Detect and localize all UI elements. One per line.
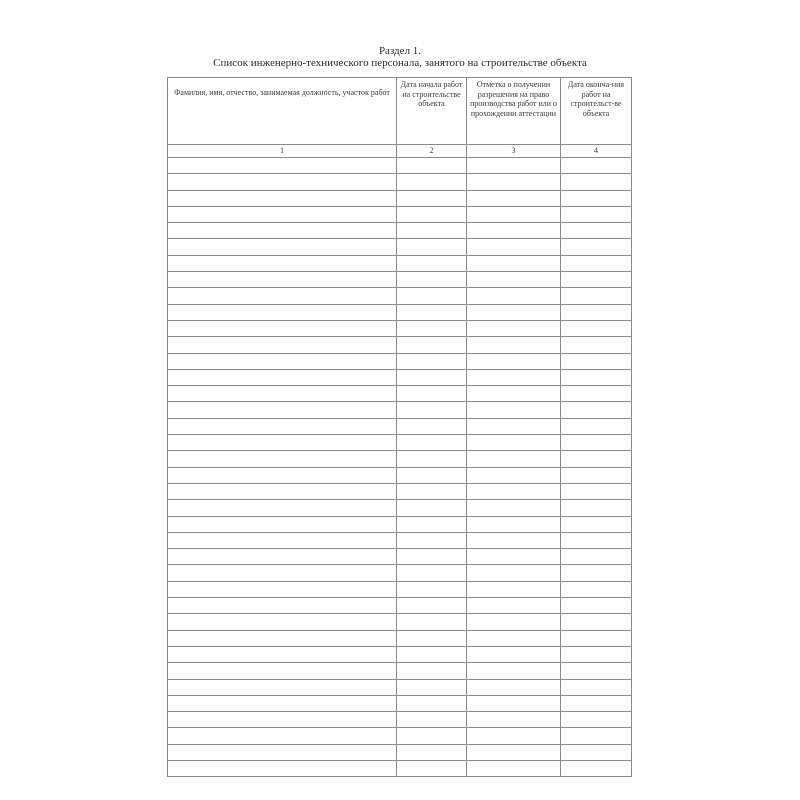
- table-cell: [561, 467, 632, 483]
- table-row: [168, 728, 632, 744]
- table-cell: [397, 565, 467, 581]
- table-row: [168, 337, 632, 353]
- table-cell: [168, 369, 397, 385]
- table-cell: [168, 190, 397, 206]
- table-cell: [397, 712, 467, 728]
- table-cell: [467, 760, 561, 776]
- personnel-table-container: [167, 77, 632, 777]
- table-row: [168, 353, 632, 369]
- table-cell: [467, 646, 561, 662]
- table-cell: [561, 320, 632, 336]
- table-cell: [467, 206, 561, 222]
- table-cell: [467, 500, 561, 516]
- table-cell: [397, 206, 467, 222]
- column-header-permit-mark: [467, 78, 561, 145]
- table-cell: [168, 402, 397, 418]
- table-cell: [168, 581, 397, 597]
- table-cell: [168, 435, 397, 451]
- table-row: [168, 712, 632, 728]
- table-cell: [561, 451, 632, 467]
- table-cell: [467, 679, 561, 695]
- table-cell: [397, 728, 467, 744]
- table-cell: [397, 369, 467, 385]
- table-row: [168, 288, 632, 304]
- table-cell: [397, 549, 467, 565]
- table-cell: [467, 483, 561, 499]
- table-cell: [397, 646, 467, 662]
- table-cell: [397, 630, 467, 646]
- table-row: [168, 467, 632, 483]
- table-cell: [467, 598, 561, 614]
- column-header-name-label: Фамилия, имя, отчество, занимаемая должность, участок работ: [174, 88, 390, 97]
- table-row: [168, 255, 632, 271]
- table-cell: [168, 679, 397, 695]
- table-cell: [561, 630, 632, 646]
- table-row: [168, 565, 632, 581]
- table-cell: [168, 483, 397, 499]
- table-cell: [168, 223, 397, 239]
- table-cell: [397, 353, 467, 369]
- table-cell: [168, 239, 397, 255]
- table-row: [168, 532, 632, 548]
- table-cell: [397, 320, 467, 336]
- table-cell: [397, 288, 467, 304]
- table-cell: [467, 174, 561, 190]
- table-cell: [397, 679, 467, 695]
- table-cell: [467, 255, 561, 271]
- table-cell: [467, 369, 561, 385]
- table-cell: [397, 402, 467, 418]
- table-row: [168, 223, 632, 239]
- column-number-4: 4: [561, 145, 632, 158]
- table-cell: [397, 386, 467, 402]
- table-cell: [168, 663, 397, 679]
- table-cell: [397, 239, 467, 255]
- table-row: [168, 695, 632, 711]
- table-cell: [168, 728, 397, 744]
- table-cell: [397, 304, 467, 320]
- table-row: [168, 190, 632, 206]
- table-cell: [397, 532, 467, 548]
- table-cell: [561, 695, 632, 711]
- table-cell: [397, 190, 467, 206]
- column-header-end-date-label: Дата оконча-ния работ на строительст-ве объекта: [567, 80, 625, 118]
- table-cell: [397, 760, 467, 776]
- table-cell: [168, 255, 397, 271]
- table-row: [168, 760, 632, 776]
- table-cell: [397, 695, 467, 711]
- table-cell: [168, 451, 397, 467]
- table-cell: [168, 646, 397, 662]
- table-row: [168, 272, 632, 288]
- table-cell: [467, 353, 561, 369]
- table-row: [168, 206, 632, 222]
- table-cell: [467, 320, 561, 336]
- table-cell: [467, 272, 561, 288]
- table-row: [168, 744, 632, 760]
- table-row: [168, 320, 632, 336]
- table-row: [168, 158, 632, 174]
- column-header-name: [168, 78, 397, 145]
- table-row: [168, 549, 632, 565]
- table-cell: [561, 646, 632, 662]
- table-cell: [168, 532, 397, 548]
- table-cell: [467, 402, 561, 418]
- table-cell: [168, 712, 397, 728]
- table-cell: [467, 337, 561, 353]
- table-cell: [561, 337, 632, 353]
- table-cell: [561, 483, 632, 499]
- table-cell: [561, 206, 632, 222]
- table-cell: [397, 581, 467, 597]
- table-cell: [467, 744, 561, 760]
- table-cell: [561, 500, 632, 516]
- table-cell: [561, 549, 632, 565]
- table-cell: [467, 565, 561, 581]
- table-row: [168, 614, 632, 630]
- table-cell: [467, 532, 561, 548]
- table-cell: [561, 304, 632, 320]
- table-cell: [467, 712, 561, 728]
- table-cell: [168, 744, 397, 760]
- table-row: [168, 483, 632, 499]
- table-cell: [467, 581, 561, 597]
- table-cell: [397, 500, 467, 516]
- table-header-row: [168, 78, 632, 145]
- table-cell: [467, 728, 561, 744]
- table-cell: [467, 549, 561, 565]
- column-header-start-date-label: Дата начала работ на строительстве объекта: [400, 80, 463, 108]
- table-row: [168, 239, 632, 255]
- table-cell: [397, 337, 467, 353]
- table-cell: [397, 174, 467, 190]
- table-row: [168, 386, 632, 402]
- table-cell: [561, 402, 632, 418]
- table-cell: [397, 451, 467, 467]
- table-cell: [561, 744, 632, 760]
- table-cell: [168, 386, 397, 402]
- table-row: [168, 581, 632, 597]
- table-row: [168, 304, 632, 320]
- table-cell: [467, 695, 561, 711]
- table-cell: [168, 516, 397, 532]
- table-cell: [168, 158, 397, 174]
- table-cell: [168, 598, 397, 614]
- table-row: [168, 598, 632, 614]
- table-cell: [467, 223, 561, 239]
- table-cell: [467, 614, 561, 630]
- table-row: [168, 679, 632, 695]
- table-cell: [561, 272, 632, 288]
- column-header-start-date: [397, 78, 467, 145]
- table-cell: [561, 760, 632, 776]
- column-header-permit-mark-label: Отметка о получении разрешения на право производства работ или о прохождении аттестации: [469, 80, 558, 118]
- table-cell: [561, 532, 632, 548]
- table-cell: [168, 288, 397, 304]
- table-cell: [561, 239, 632, 255]
- table-cell: [397, 467, 467, 483]
- table-row: [168, 402, 632, 418]
- table-cell: [561, 223, 632, 239]
- table-cell: [397, 435, 467, 451]
- table-cell: [168, 614, 397, 630]
- table-cell: [168, 304, 397, 320]
- personnel-table: [167, 77, 632, 777]
- table-row: [168, 516, 632, 532]
- table-cell: [397, 272, 467, 288]
- table-cell: [397, 516, 467, 532]
- table-cell: [397, 223, 467, 239]
- table-cell: [168, 174, 397, 190]
- table-cell: [561, 353, 632, 369]
- table-cell: [168, 630, 397, 646]
- section-subtitle: Список инженерно-технического персонала, занятого на строительстве объекта: [213, 57, 587, 69]
- table-cell: [168, 337, 397, 353]
- table-cell: [168, 353, 397, 369]
- table-cell: [467, 158, 561, 174]
- table-cell: [467, 239, 561, 255]
- table-cell: [467, 451, 561, 467]
- table-cell: [168, 760, 397, 776]
- table-cell: [168, 418, 397, 434]
- column-number-row: [168, 145, 632, 158]
- table-cell: [168, 320, 397, 336]
- table-cell: [397, 614, 467, 630]
- table-cell: [467, 386, 561, 402]
- table-cell: [561, 158, 632, 174]
- table-row: [168, 646, 632, 662]
- table-cell: [467, 288, 561, 304]
- table-cell: [561, 435, 632, 451]
- table-cell: [561, 190, 632, 206]
- table-cell: [168, 565, 397, 581]
- table-cell: [561, 418, 632, 434]
- table-cell: [561, 516, 632, 532]
- table-cell: [467, 190, 561, 206]
- table-row: [168, 435, 632, 451]
- column-number-3: 3: [467, 145, 561, 158]
- table-cell: [397, 158, 467, 174]
- table-cell: [561, 174, 632, 190]
- table-cell: [561, 386, 632, 402]
- table-cell: [561, 581, 632, 597]
- table-cell: [397, 744, 467, 760]
- column-number-1: 1: [168, 145, 397, 158]
- table-cell: [561, 598, 632, 614]
- table-cell: [168, 549, 397, 565]
- table-row: [168, 369, 632, 385]
- table-cell: [561, 369, 632, 385]
- table-row: [168, 630, 632, 646]
- table-cell: [561, 728, 632, 744]
- table-cell: [168, 500, 397, 516]
- table-row: [168, 500, 632, 516]
- table-cell: [561, 663, 632, 679]
- table-cell: [168, 695, 397, 711]
- table-cell: [397, 418, 467, 434]
- table-row: [168, 174, 632, 190]
- table-cell: [467, 630, 561, 646]
- table-row: [168, 418, 632, 434]
- table-body: [168, 158, 632, 777]
- table-cell: [467, 516, 561, 532]
- column-header-end-date: [561, 78, 632, 145]
- section-title: Раздел 1.: [378, 45, 422, 57]
- table-cell: [561, 288, 632, 304]
- table-cell: [168, 467, 397, 483]
- table-row: [168, 451, 632, 467]
- table-cell: [561, 255, 632, 271]
- table-cell: [467, 467, 561, 483]
- table-row: [168, 663, 632, 679]
- table-cell: [397, 663, 467, 679]
- table-cell: [467, 304, 561, 320]
- table-cell: [561, 679, 632, 695]
- table-cell: [467, 435, 561, 451]
- table-cell: [467, 663, 561, 679]
- table-cell: [168, 206, 397, 222]
- table-cell: [561, 565, 632, 581]
- table-cell: [397, 598, 467, 614]
- table-cell: [467, 418, 561, 434]
- table-cell: [397, 483, 467, 499]
- table-cell: [168, 272, 397, 288]
- column-number-2: 2: [397, 145, 467, 158]
- table-cell: [561, 614, 632, 630]
- table-cell: [397, 255, 467, 271]
- table-cell: [561, 712, 632, 728]
